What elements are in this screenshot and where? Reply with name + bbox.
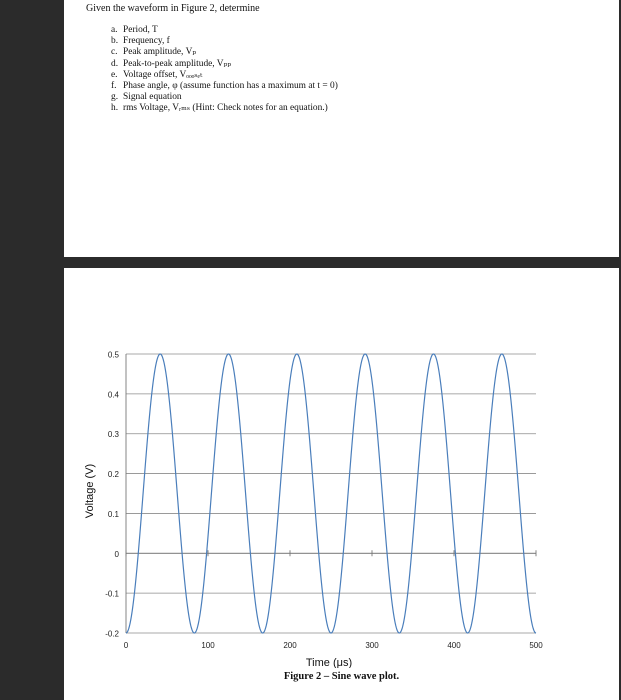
- item-text: Peak amplitude, Vₚ: [123, 47, 197, 58]
- item-letter: e.: [111, 69, 118, 80]
- chart-series: [126, 354, 536, 633]
- item-letter: d.: [111, 58, 119, 69]
- sine-wave-chart: [64, 268, 619, 668]
- x-tick-label: 100: [201, 641, 215, 650]
- list-item: [111, 59, 338, 70]
- x-tick-label: 300: [365, 641, 379, 650]
- x-tick-labels: [124, 641, 543, 650]
- item-text: Peak-to-peak amplitude, Vₚₚ: [123, 58, 232, 69]
- question-title: Given the waveform in Figure 2, determine: [86, 3, 260, 14]
- list-item: [111, 103, 338, 114]
- x-tick-label: 0: [123, 641, 129, 650]
- y-tick-label: -0.1: [105, 589, 119, 599]
- list-item: [111, 25, 338, 36]
- question-list: [111, 25, 338, 115]
- list-item: [111, 47, 338, 58]
- x-tick-label: 400: [447, 641, 461, 650]
- item-letter: h.: [111, 103, 119, 114]
- x-tick-label: 500: [529, 641, 543, 650]
- chart-grid: [126, 354, 536, 633]
- y-tick-label: 0.4: [107, 390, 119, 400]
- list-item: [111, 36, 338, 47]
- item-text: rms Voltage, Vᵣₘₛ (Hint: Check notes for an equation.): [123, 103, 328, 114]
- item-letter: c.: [111, 47, 118, 58]
- item-letter: f.: [111, 81, 117, 92]
- item-letter: b.: [111, 36, 119, 47]
- list-item: [111, 70, 338, 81]
- figure-caption: Figure 2 – Sine wave plot.: [283, 671, 400, 682]
- item-text: Voltage offset, Vₒₒₒₛₑₜ: [123, 69, 203, 80]
- x-axis-label: Time (μs): [305, 657, 353, 668]
- y-axis-label: Voltage (V): [84, 463, 96, 519]
- y-tick-label: -0.2: [105, 629, 119, 639]
- list-item: [111, 92, 338, 103]
- item-text: Period, T: [123, 25, 158, 35]
- chart-axes: [126, 354, 536, 633]
- item-text: Frequency, f: [123, 36, 170, 47]
- item-letter: a.: [111, 25, 118, 35]
- question-page: [64, 0, 619, 257]
- y-tick-label: 0.3: [107, 430, 119, 440]
- y-tick-label: 0.2: [107, 470, 119, 480]
- sine-wave-line: [126, 354, 536, 633]
- y-tick-label: 0.1: [107, 509, 119, 519]
- figure-page: [64, 268, 619, 700]
- item-letter: g.: [111, 92, 119, 103]
- y-tick-label: 0: [114, 549, 119, 559]
- y-tick-label: 0.5: [107, 350, 119, 360]
- x-tick-label: 200: [283, 641, 297, 650]
- item-text: Phase angle, φ (assume function has a maximum at t = 0): [123, 81, 338, 92]
- y-tick-labels: [105, 351, 119, 639]
- item-text: Signal equation: [123, 92, 182, 103]
- list-item: [111, 81, 338, 92]
